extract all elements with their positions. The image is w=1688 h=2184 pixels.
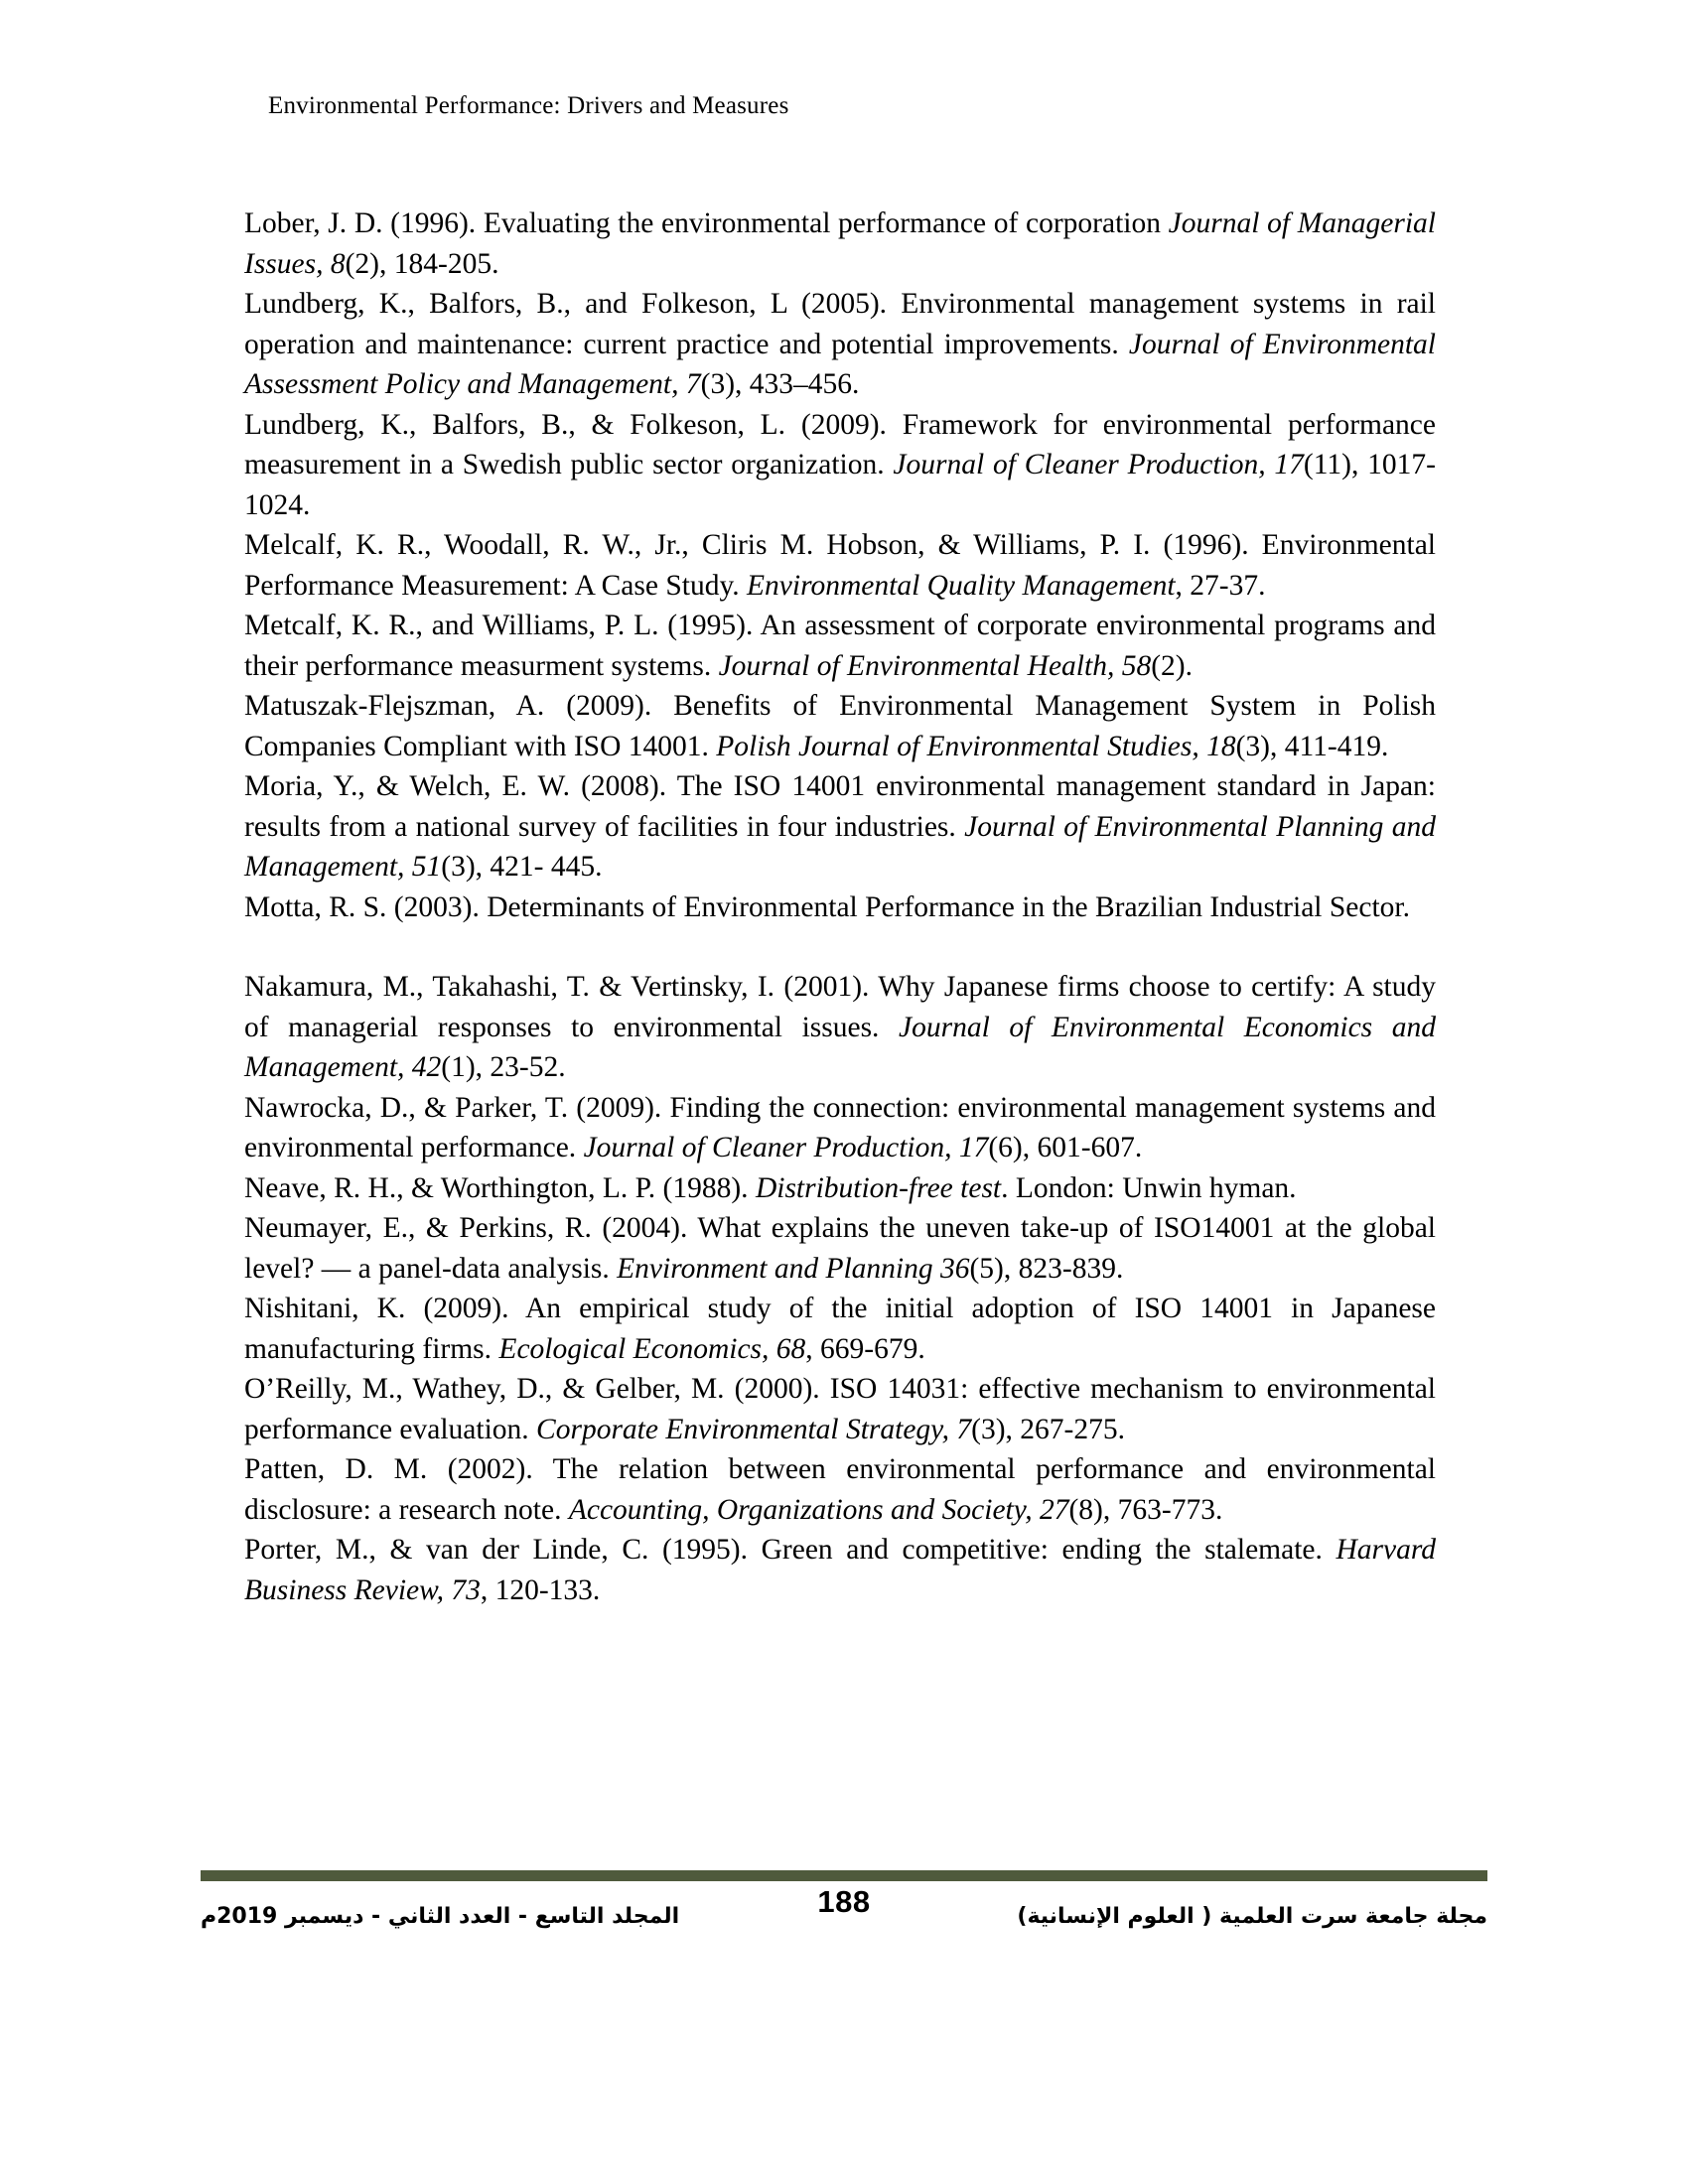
reference-source-italic: Environmental Quality Management <box>747 569 1176 602</box>
reference-text: (8), 763-773. <box>1068 1493 1223 1526</box>
reference-text: Melcalf, K. R., Woodall, R. W., Jr., Cliris M. Hobson, & Williams, P. I. (1996). Environmental Performance Measurement: A Case Study. <box>244 529 1436 602</box>
reference-text: (2), 184-205. <box>345 247 499 280</box>
reference-source-italic: Journal of Cleaner Production, 17 <box>893 449 1304 480</box>
reference-text: (1), 23-52. <box>441 1051 566 1083</box>
reference-text: Neave, R. H., & Worthington, L. P. (1988). <box>244 1171 756 1204</box>
reference-text: (6), 601-607. <box>988 1132 1143 1163</box>
reference-text: , 27-37. <box>1175 569 1266 602</box>
reference-entry <box>244 606 1436 686</box>
reference-entry <box>244 1449 1436 1530</box>
reference-entry <box>244 766 1436 887</box>
reference-entry <box>244 525 1436 606</box>
footer-divider-rule <box>201 1870 1487 1881</box>
reference-source-italic: Journal of Environmental Economics and Management, 42 <box>244 1011 1436 1083</box>
footer-volume-issue-arabic: المجلد التاسع - العدد الثاني - ديسمبر 2019م <box>201 1904 680 1929</box>
reference-text: (3), 267-275. <box>971 1413 1125 1445</box>
reference-text: Nishitani, K. (2009). An empirical study of the initial adoption of ISO 14001 in Japanese manufacturing firms. <box>244 1293 1436 1365</box>
reference-text: (3), 433–456. <box>700 368 860 400</box>
reference-entry <box>244 284 1436 405</box>
reference-text: (5), 823-839. <box>969 1252 1124 1285</box>
reference-text: (3), 421- 445. <box>441 851 603 883</box>
reference-source-italic: Accounting, Organizations and Society, 27 <box>568 1493 1069 1526</box>
reference-entry <box>244 1168 1436 1209</box>
reference-text: (3), 411-419. <box>1235 730 1389 762</box>
reference-source-italic: Journal of Environmental Health, 58 <box>718 649 1152 682</box>
reference-source-italic: Journal of Environmental Assessment Policy and Management, 7 <box>244 328 1437 400</box>
page-number: 188 <box>817 1884 871 1919</box>
reference-entry <box>244 887 1436 928</box>
reference-text: Motta, R. S. (2003). Determinants of Environmental Performance in the Brazilian Industrial Sector. <box>244 890 1410 923</box>
reference-text: Lundberg, K., Balfors, B., & Folkeson, L. (2009). Framework for environmental performance measurement in a Swedish public sector organization. <box>244 408 1436 480</box>
reference-gap <box>244 927 1436 967</box>
reference-entry <box>244 1208 1436 1289</box>
reference-text: Metcalf, K. R., and Williams, P. L. (1995). An assessment of corporate environmental programs and their performance measurment systems. <box>244 610 1436 682</box>
reference-source-italic: Journal of Managerial Issues, 8 <box>244 207 1436 280</box>
references-list <box>244 204 1436 1610</box>
reference-entry <box>244 1530 1436 1610</box>
reference-source-italic: Journal of Environmental Planning and Management, 51 <box>244 810 1436 883</box>
reference-entry <box>244 967 1436 1088</box>
reference-text: Neumayer, E., & Perkins, R. (2004). What explains the uneven take-up of ISO14001 at the global level? — a panel-data analysis. <box>244 1212 1436 1285</box>
reference-entry <box>244 1289 1436 1369</box>
reference-source-italic: Harvard Business Review, 73 <box>244 1534 1436 1606</box>
reference-text: , 669-679. <box>805 1332 925 1365</box>
reference-source-italic: Journal of Cleaner Production, 17 <box>583 1132 989 1163</box>
reference-text: (11), 1017-1024. <box>244 449 1436 521</box>
reference-text: Porter, M., & van der Linde, C. (1995). Green and competitive: ending the stalemate. <box>244 1534 1336 1566</box>
reference-source-italic: Ecological Economics, 68 <box>498 1332 806 1365</box>
reference-entry <box>244 1369 1436 1449</box>
reference-text: Lober, J. D. (1996). Evaluating the environmental performance of corporation <box>244 207 1169 239</box>
reference-source-italic: Environment and Planning 36 <box>617 1252 970 1285</box>
reference-source-italic: Polish Journal of Environmental Studies, 18 <box>716 730 1236 762</box>
reference-text: Nawrocka, D., & Parker, T. (2009). Finding the connection: environmental management systems and environmental performance. <box>244 1091 1436 1163</box>
reference-text: Moria, Y., & Welch, E. W. (2008). The ISO 14001 environmental management standard in Japan: results from a national survey of facilities in four industries. <box>244 770 1436 843</box>
reference-text: Patten, D. M. (2002). The relation between environmental performance and environmental disclosure: a research note. <box>244 1453 1436 1526</box>
reference-entry <box>244 204 1436 284</box>
footer-journal-title-arabic: مجلة جامعة سرت العلمية ( العلوم الإنسانية) <box>1017 1904 1487 1929</box>
running-head: Environmental Performance: Drivers and Measures <box>268 92 789 119</box>
reference-entry <box>244 1088 1436 1168</box>
reference-text: O’Reilly, M., Wathey, D., & Gelber, M. (2000). ISO 14031: effective mechanism to environmental performance evaluation. <box>244 1373 1436 1445</box>
reference-entry <box>244 686 1436 766</box>
reference-text: Lundberg, K., Balfors, B., and Folkeson, L (2005). Environmental management systems in rail operation and maintenance: current practice and potential improvements. <box>244 288 1436 360</box>
reference-entry <box>244 405 1436 526</box>
reference-text: Matuszak-Flejszman, A. (2009). Benefits of Environmental Management System in Polish Companies Compliant with ISO 14001. <box>244 690 1436 762</box>
reference-source-italic: Distribution-free test <box>755 1171 1002 1204</box>
reference-source-italic: Corporate Environmental Strategy, 7 <box>536 1413 972 1445</box>
reference-text: . London: Unwin hyman. <box>1001 1171 1297 1204</box>
reference-text: , 120-133. <box>480 1573 601 1606</box>
reference-text: (2). <box>1151 649 1193 682</box>
reference-text: Nakamura, M., Takahashi, T. & Vertinsky, I. (2001). Why Japanese firms choose to certify: A study of managerial responses to environmental issues. <box>244 971 1436 1043</box>
